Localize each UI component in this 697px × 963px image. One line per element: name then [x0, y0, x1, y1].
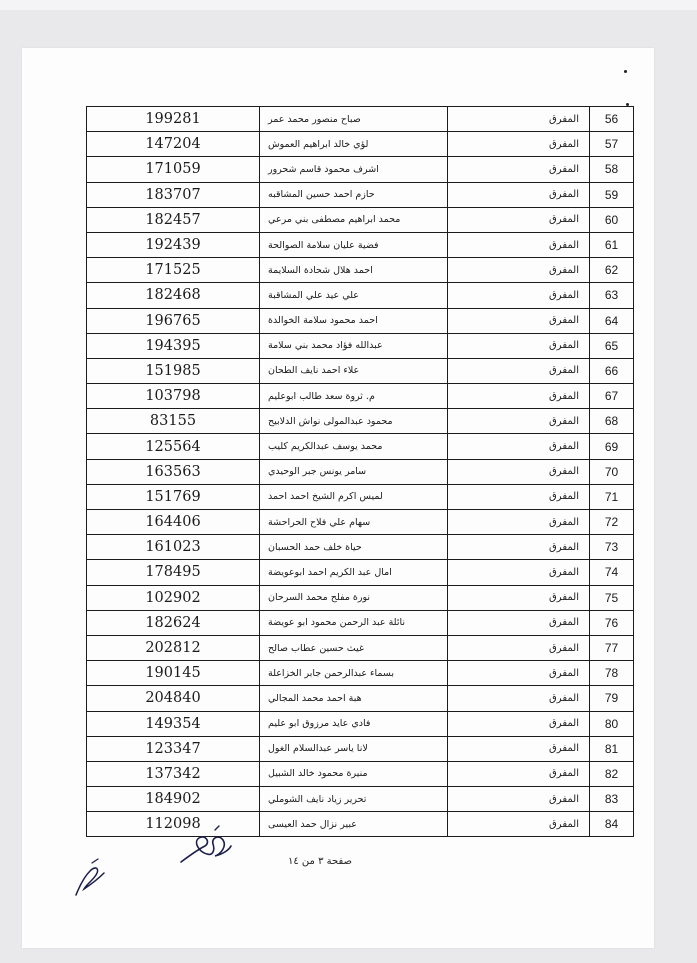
row-number-cell: 77: [590, 635, 634, 660]
city-cell: المفرق: [448, 736, 590, 761]
city-cell: المفرق: [448, 686, 590, 711]
city-cell: المفرق: [448, 787, 590, 812]
name-cell: اشرف محمود قاسم شحرور: [260, 157, 448, 182]
id-number-cell: 196765: [87, 308, 260, 333]
table-row: [87, 484, 634, 509]
id-number-cell: 190145: [87, 661, 260, 686]
id-number-cell: 182457: [87, 207, 260, 232]
table-row: [87, 182, 634, 207]
name-cell: منيرة محمود خالد الشبيل: [260, 761, 448, 786]
ink-dot: [624, 70, 627, 73]
table-row: [87, 635, 634, 660]
id-number-cell: 147204: [87, 132, 260, 157]
name-cell: محمد يوسف عبدالكريم كليب: [260, 434, 448, 459]
row-number-cell: 80: [590, 711, 634, 736]
name-cell: تحرير زياد نايف الشوملي: [260, 787, 448, 812]
row-number-cell: 56: [590, 107, 634, 132]
name-cell: فضية عليان سلامة الصوالحة: [260, 232, 448, 257]
name-cell: محمود عبدالمولى نواش الدلابيح: [260, 409, 448, 434]
id-number-cell: 178495: [87, 560, 260, 585]
id-number-cell: 151769: [87, 484, 260, 509]
name-cell: عبدالله فؤاد محمد بني سلامة: [260, 333, 448, 358]
city-cell: المفرق: [448, 585, 590, 610]
id-number-cell: 164406: [87, 510, 260, 535]
table-row: [87, 661, 634, 686]
row-number-cell: 71: [590, 484, 634, 509]
name-cell: هبة احمد محمد المجالي: [260, 686, 448, 711]
table-row: [87, 409, 634, 434]
row-number-cell: 76: [590, 610, 634, 635]
city-cell: المفرق: [448, 207, 590, 232]
id-number-cell: 183707: [87, 182, 260, 207]
table-row: [87, 258, 634, 283]
id-number-cell: 151985: [87, 358, 260, 383]
id-number-cell: 149354: [87, 711, 260, 736]
city-cell: المفرق: [448, 459, 590, 484]
name-cell: لؤي خالد ابراهيم العموش: [260, 132, 448, 157]
name-cell: علي عيد علي المشاقبة: [260, 283, 448, 308]
row-number-cell: 70: [590, 459, 634, 484]
table-row: [87, 510, 634, 535]
id-number-cell: 199281: [87, 107, 260, 132]
table-row: [87, 333, 634, 358]
city-cell: المفرق: [448, 610, 590, 635]
top-strip: [0, 0, 697, 10]
table-row: [87, 585, 634, 610]
id-number-cell: 83155: [87, 409, 260, 434]
name-cell: حياة خلف حمد الحسبان: [260, 535, 448, 560]
signature-image: [175, 820, 235, 870]
table-row: [87, 686, 634, 711]
row-number-cell: 83: [590, 787, 634, 812]
name-cell: حازم احمد حسين المشاقبه: [260, 182, 448, 207]
id-number-cell: 112098: [87, 812, 260, 837]
name-cell: م. ثروة سعد طالب ابوعليم: [260, 384, 448, 409]
city-cell: المفرق: [448, 283, 590, 308]
row-number-cell: 64: [590, 308, 634, 333]
table-row: [87, 132, 634, 157]
row-number-cell: 62: [590, 258, 634, 283]
city-cell: المفرق: [448, 358, 590, 383]
table-row: [87, 207, 634, 232]
table-row: [87, 711, 634, 736]
row-number-cell: 79: [590, 686, 634, 711]
row-number-cell: 65: [590, 333, 634, 358]
city-cell: المفرق: [448, 661, 590, 686]
city-cell: المفرق: [448, 409, 590, 434]
table-row: [87, 535, 634, 560]
city-cell: المفرق: [448, 333, 590, 358]
table-row: [87, 787, 634, 812]
names-table-body: [87, 107, 634, 837]
table-row: [87, 232, 634, 257]
row-number-cell: 58: [590, 157, 634, 182]
table-row: [87, 812, 634, 837]
row-number-cell: 82: [590, 761, 634, 786]
row-number-cell: 84: [590, 812, 634, 837]
name-cell: احمد محمود سلامة الخوالدة: [260, 308, 448, 333]
city-cell: المفرق: [448, 384, 590, 409]
id-number-cell: 182468: [87, 283, 260, 308]
table-row: [87, 283, 634, 308]
row-number-cell: 66: [590, 358, 634, 383]
row-number-cell: 67: [590, 384, 634, 409]
city-cell: المفرق: [448, 308, 590, 333]
id-number-cell: 202812: [87, 635, 260, 660]
table-row: [87, 610, 634, 635]
row-number-cell: 63: [590, 283, 634, 308]
id-number-cell: 192439: [87, 232, 260, 257]
city-cell: المفرق: [448, 635, 590, 660]
id-number-cell: 123347: [87, 736, 260, 761]
name-cell: عبير نزال حمد العيسى: [260, 812, 448, 837]
table-row: [87, 358, 634, 383]
row-number-cell: 78: [590, 661, 634, 686]
id-number-cell: 171525: [87, 258, 260, 283]
name-cell: فادي عايد مرزوق ابو عليم: [260, 711, 448, 736]
name-cell: محمد ابراهيم مصطفى بني مرعي: [260, 207, 448, 232]
row-number-cell: 69: [590, 434, 634, 459]
row-number-cell: 74: [590, 560, 634, 585]
table-row: [87, 459, 634, 484]
name-cell: سهام علي فلاح الحراحشة: [260, 510, 448, 535]
id-number-cell: 182624: [87, 610, 260, 635]
city-cell: المفرق: [448, 535, 590, 560]
name-cell: بسماء عبدالرحمن جابر الخزاعلة: [260, 661, 448, 686]
table-row: [87, 761, 634, 786]
id-number-cell: 204840: [87, 686, 260, 711]
initials-scribble-image: [70, 855, 110, 900]
city-cell: المفرق: [448, 107, 590, 132]
names-table: [86, 106, 634, 837]
row-number-cell: 72: [590, 510, 634, 535]
name-cell: سامر يونس جبر الوحيدي: [260, 459, 448, 484]
city-cell: المفرق: [448, 510, 590, 535]
name-cell: لانا ياسر عبدالسلام الغول: [260, 736, 448, 761]
page-number-label: صفحة ٣ من ١٤: [288, 856, 352, 867]
table-row: [87, 736, 634, 761]
id-number-cell: 161023: [87, 535, 260, 560]
city-cell: المفرق: [448, 232, 590, 257]
city-cell: المفرق: [448, 761, 590, 786]
id-number-cell: 171059: [87, 157, 260, 182]
id-number-cell: 137342: [87, 761, 260, 786]
table-row: [87, 157, 634, 182]
row-number-cell: 81: [590, 736, 634, 761]
id-number-cell: 163563: [87, 459, 260, 484]
table-row: [87, 560, 634, 585]
id-number-cell: 102902: [87, 585, 260, 610]
row-number-cell: 60: [590, 207, 634, 232]
name-cell: نورة مفلح محمد السرحان: [260, 585, 448, 610]
row-number-cell: 61: [590, 232, 634, 257]
name-cell: نائلة عبد الرحمن محمود ابو عويضة: [260, 610, 448, 635]
name-cell: لميس اكرم الشيخ احمد احمد: [260, 484, 448, 509]
city-cell: المفرق: [448, 258, 590, 283]
row-number-cell: 59: [590, 182, 634, 207]
city-cell: المفرق: [448, 182, 590, 207]
name-cell: غيث حسين عطاب صالح: [260, 635, 448, 660]
name-cell: علاء احمد نايف الطحان: [260, 358, 448, 383]
city-cell: المفرق: [448, 812, 590, 837]
table-row: [87, 107, 634, 132]
row-number-cell: 73: [590, 535, 634, 560]
city-cell: المفرق: [448, 132, 590, 157]
name-cell: صباح منصور محمد عمر: [260, 107, 448, 132]
table-row: [87, 434, 634, 459]
id-number-cell: 194395: [87, 333, 260, 358]
city-cell: المفرق: [448, 711, 590, 736]
id-number-cell: 184902: [87, 787, 260, 812]
row-number-cell: 57: [590, 132, 634, 157]
city-cell: المفرق: [448, 484, 590, 509]
name-cell: احمد هلال شحادة السلايمة: [260, 258, 448, 283]
city-cell: المفرق: [448, 560, 590, 585]
id-number-cell: 103798: [87, 384, 260, 409]
row-number-cell: 68: [590, 409, 634, 434]
city-cell: المفرق: [448, 157, 590, 182]
table-row: [87, 308, 634, 333]
city-cell: المفرق: [448, 434, 590, 459]
id-number-cell: 125564: [87, 434, 260, 459]
table-row: [87, 384, 634, 409]
row-number-cell: 75: [590, 585, 634, 610]
name-cell: امال عبد الكريم احمد ابوعويضة: [260, 560, 448, 585]
